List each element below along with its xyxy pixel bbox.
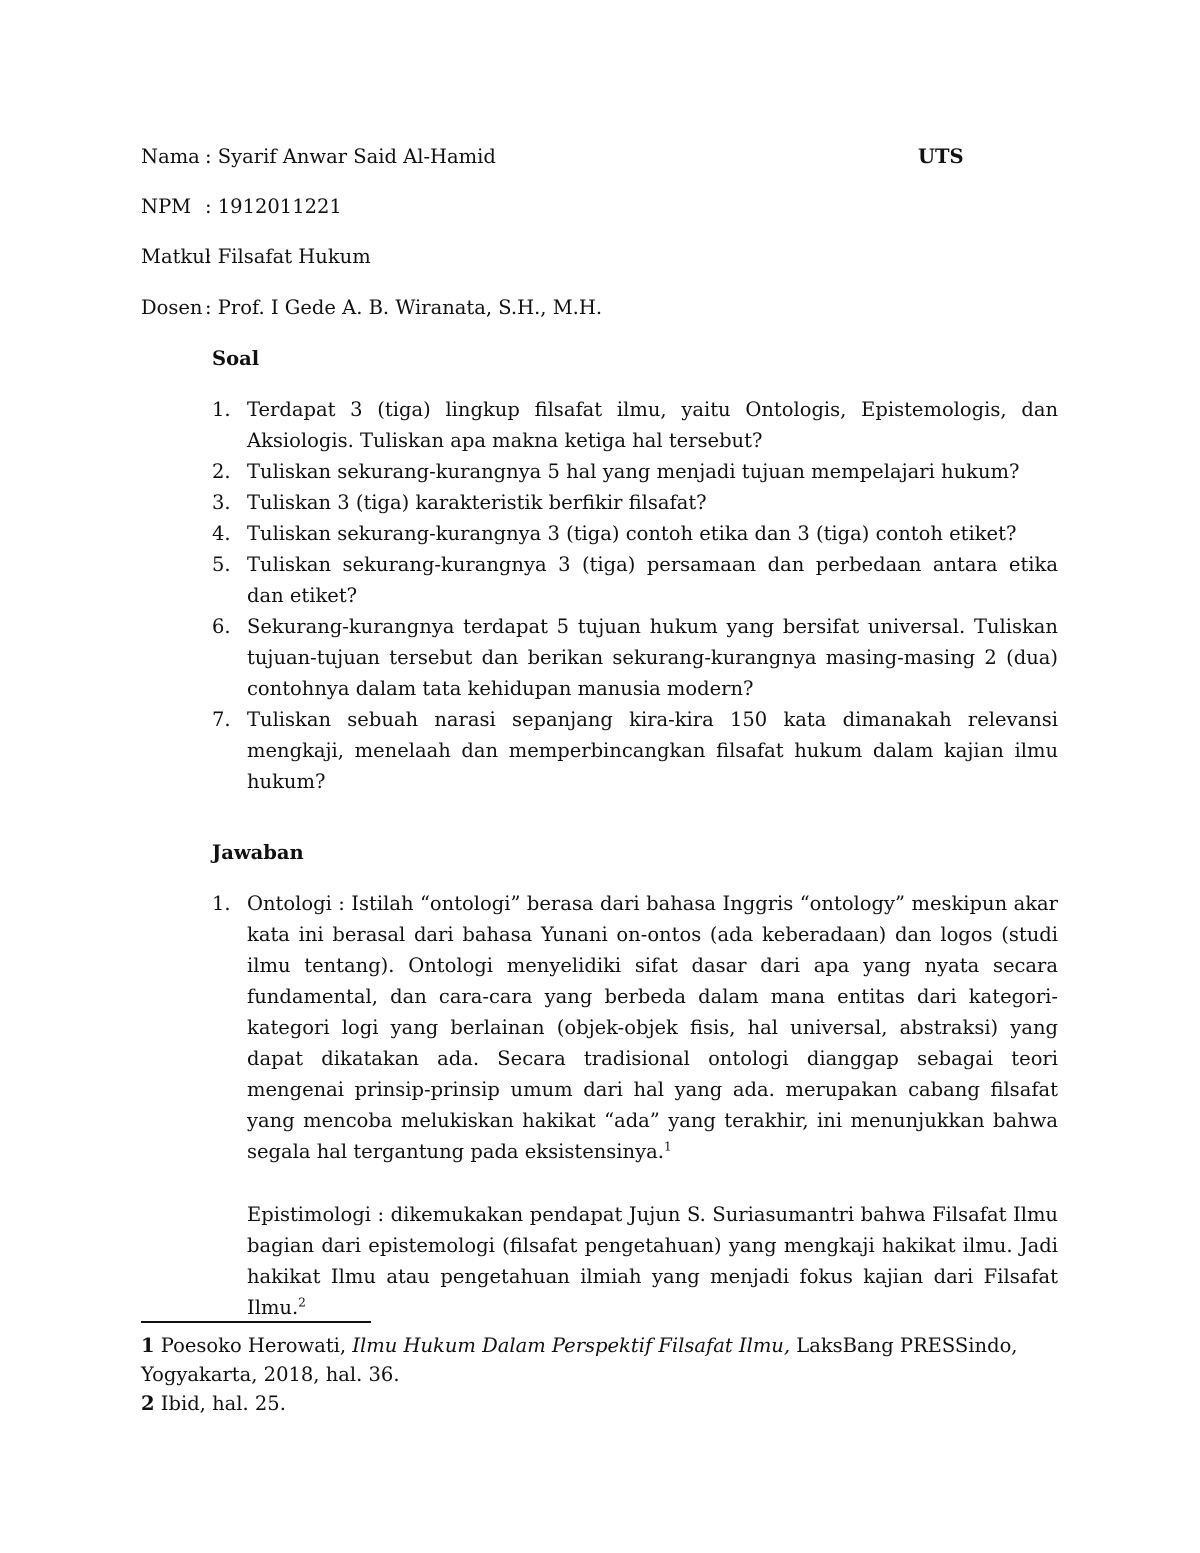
dosen-label: Dosen	[141, 296, 203, 319]
list-item	[212, 611, 1058, 704]
dosen-row	[141, 294, 602, 322]
matkul-label: Matkul	[141, 245, 212, 268]
npm-label: NPM	[141, 195, 192, 218]
footnote-author: Poesoko Herowati,	[160, 1334, 347, 1357]
ontologi-text: Ontologi : Istilah “ontologi” berasa dari bahasa Inggris “ontology” meskipun akar kata ini berasal dari bahasa Yunani on-ontos (ada keberadaan) dan logos (studi ilmu tentang). Ontologi menyelidiki sifat dasar dari apa yang nyata secara fundamental, dan cara-cara yang berbeda dalam mana entitas dari kategori-kategori logi yang berlainan (objek-objek fisis, hal universal, abstraksi) yang dapat dikatakan ada. Secara tradisional ontologi dianggap sebagai teori mengenai prinsip-prinsip umum dari hal yang ada. merupakan cabang filsafat yang mencoba melukiskan hakikat “ada” yang terakhir, ini menunjukkan bahwa segala hal tergantung pada eksistensinya.	[247, 892, 1058, 1163]
list-item-text: Tuliskan sekurang-kurangnya 5 hal yang menjadi tujuan mempelajari hukum?	[247, 460, 1020, 483]
dosen-value: : Prof. I Gede A. B. Wiranata, S.H., M.H.	[205, 296, 603, 319]
footnotes	[141, 1331, 1041, 1418]
footnote-ref-2[interactable]: 2	[298, 1295, 306, 1310]
list-item-text: Tuliskan sekurang-kurangnya 3 (tiga) persamaan dan perbedaan antara etika dan etiket?	[247, 553, 1058, 607]
list-item-number: 3.	[212, 491, 231, 514]
list-item-text: Sekurang-kurangnya terdapat 5 tujuan hukum yang bersifat universal. Tuliskan tujuan-tujuan tersebut dan berikan sekurang-kurangnya masing-masing 2 (dua) contohnya dalam tata kehidupan manusia modern?	[247, 615, 1058, 700]
npm-row	[141, 193, 342, 221]
jawaban-heading: Jawaban	[212, 841, 304, 864]
npm-value: : 1912011221	[205, 195, 342, 218]
footnote-publisher: LaksBang PRESSindo, Yogyakarta, 2018, hal. 36.	[141, 1334, 1018, 1386]
list-item-number: 6.	[212, 615, 231, 638]
list-item	[212, 487, 1058, 518]
list-item	[212, 518, 1058, 549]
footnote-text: Ibid, hal. 25.	[160, 1392, 286, 1415]
list-item-number: 7.	[212, 708, 231, 731]
ontologi-paragraph	[247, 888, 1058, 1167]
list-item-text: Tuliskan sekurang-kurangnya 3 (tiga) contoh etika dan 3 (tiga) contoh etiket?	[247, 522, 1017, 545]
footnote-number: 1	[141, 1334, 155, 1357]
matkul-value: : Filsafat Hukum	[205, 245, 371, 268]
list-item-number: 2.	[212, 460, 231, 483]
list-item	[212, 456, 1058, 487]
list-item-text: Terdapat 3 (tiga) lingkup filsafat ilmu, yaitu Ontologis, Epistemologis, dan Aksiologis. Tuliskan apa makna ketiga hal tersebut?	[247, 398, 1058, 452]
list-item-number: 1.	[212, 398, 231, 421]
footnote-separator	[141, 1321, 371, 1323]
soal-heading: Soal	[212, 347, 260, 370]
list-item-number: 4.	[212, 522, 231, 545]
list-item-number: 5.	[212, 553, 231, 576]
nama-value: : Syarif Anwar Said Al-Hamid	[205, 145, 496, 168]
exam-type: UTS	[918, 145, 964, 168]
epistimologi-text: Epistimologi : dikemukakan pendapat Jujun S. Suriasumantri bahwa Filsafat Ilmu bagian dari epistemologi (filsafat pengetahuan) yang mengkaji hakikat ilmu. Jadi hakikat Ilmu atau pengetahuan ilmiah yang menjadi fokus kajian dari Filsafat Ilmu.	[247, 1203, 1058, 1319]
soal-list	[212, 394, 1058, 797]
list-item	[212, 394, 1058, 456]
jawaban-item-number: 1.	[212, 892, 231, 915]
footnote-1	[141, 1331, 1041, 1389]
list-item	[212, 549, 1058, 611]
footnote-2	[141, 1389, 1041, 1418]
nama-row	[141, 143, 496, 171]
epistimologi-paragraph	[247, 1199, 1058, 1323]
list-item-text: Tuliskan 3 (tiga) karakteristik berfikir filsafat?	[247, 491, 707, 514]
list-item	[212, 704, 1058, 797]
list-item-text: Tuliskan sebuah narasi sepanjang kira-kira 150 kata dimanakah relevansi mengkaji, menelaah dan memperbincangkan filsafat hukum dalam kajian ilmu hukum?	[247, 708, 1058, 793]
footnote-number: 2	[141, 1392, 155, 1415]
nama-label: Nama	[141, 145, 200, 168]
matkul-row	[141, 243, 371, 271]
footnote-title: Ilmu Hukum Dalam Perspektif Filsafat Ilmu,	[352, 1334, 791, 1357]
footnote-ref-1[interactable]: 1	[663, 1139, 672, 1154]
